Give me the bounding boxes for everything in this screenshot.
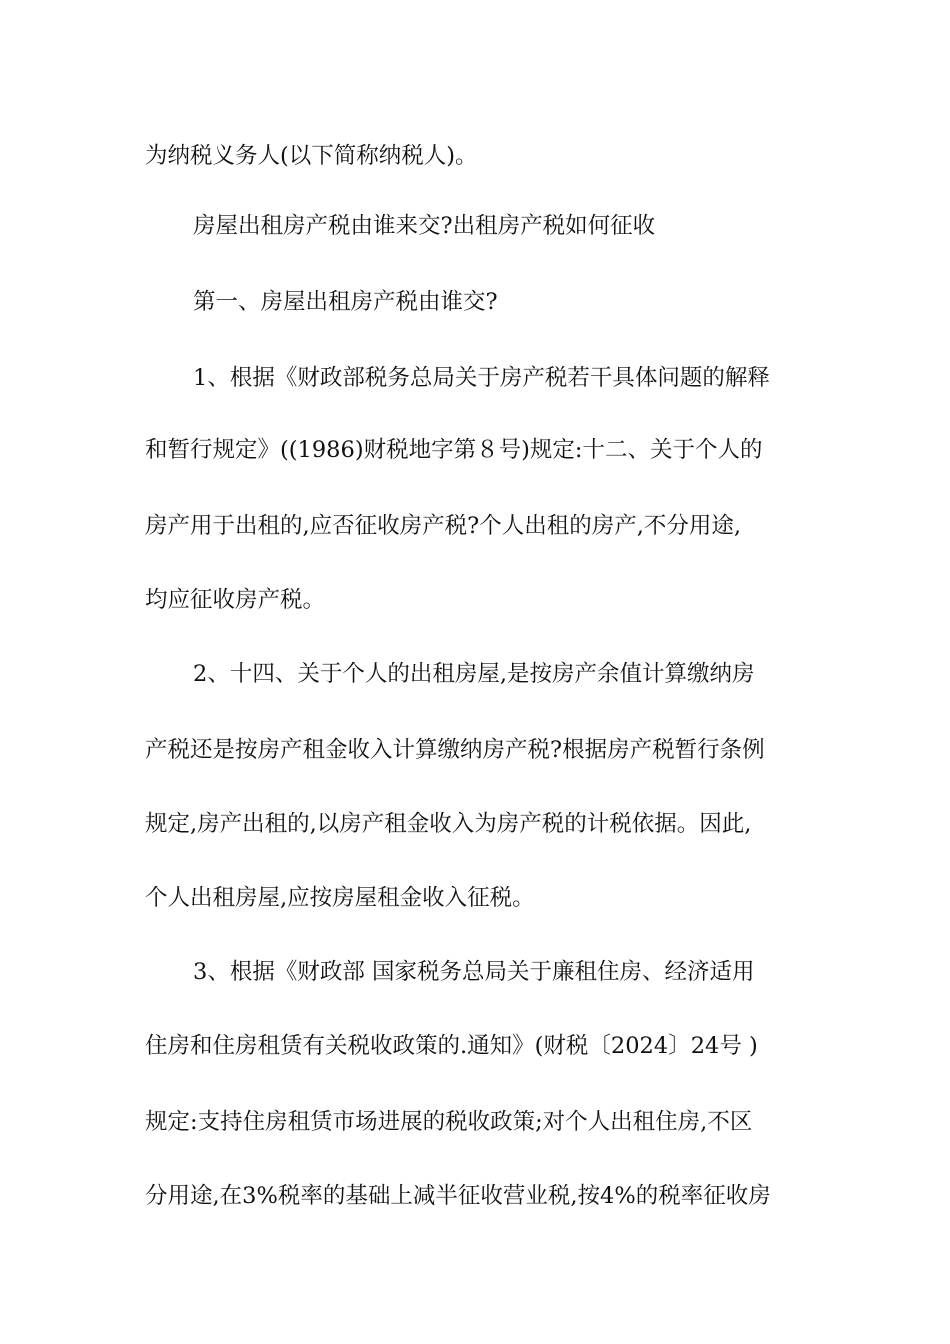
text-line: 1、根据《财政部税务总局关于房产税若干具体问题的解释	[193, 365, 770, 391]
text-line: 和暂行规定》((1986)财税地字第８号)规定:十二、关于个人的	[145, 437, 763, 463]
subsection-heading: 第一、房屋出租房产税由谁交?	[193, 289, 498, 315]
text-line: 均应征收房产税。	[145, 587, 326, 613]
text-line: 2、十四、关于个人的出租房屋,是按房产余值计算缴纳房	[193, 661, 755, 687]
text-line: 分用途,在3%税率的基础上减半征收营业税,按4%的税率征收房	[145, 1183, 771, 1209]
text-line: 为纳税义务人(以下简称纳税人)。	[145, 143, 478, 169]
text-line: 产税还是按房产租金收入计算缴纳房产税?根据房产税暂行条例	[145, 737, 765, 763]
text-line: 住房和住房租赁有关税收政策的.通知》(财税〔2024〕24号 )	[145, 1033, 758, 1059]
section-heading: 房屋出租房产税由谁来交?出租房产税如何征收	[193, 213, 656, 239]
text-line: 个人出租房屋,应按房屋租金收入征税。	[145, 885, 535, 911]
text-line: 规定,房产出租的,以房产租金收入为房产税的计税依据。因此,	[145, 811, 752, 837]
text-line: 3、根据《财政部 国家税务总局关于廉租住房、经济适用	[193, 959, 755, 985]
text-line: 房产用于出租的,应否征收房产税?个人出租的房产,不分用途,	[145, 513, 742, 539]
text-line: 规定:支持住房租赁市场进展的税收政策;对个人出租住房,不区	[145, 1109, 753, 1135]
